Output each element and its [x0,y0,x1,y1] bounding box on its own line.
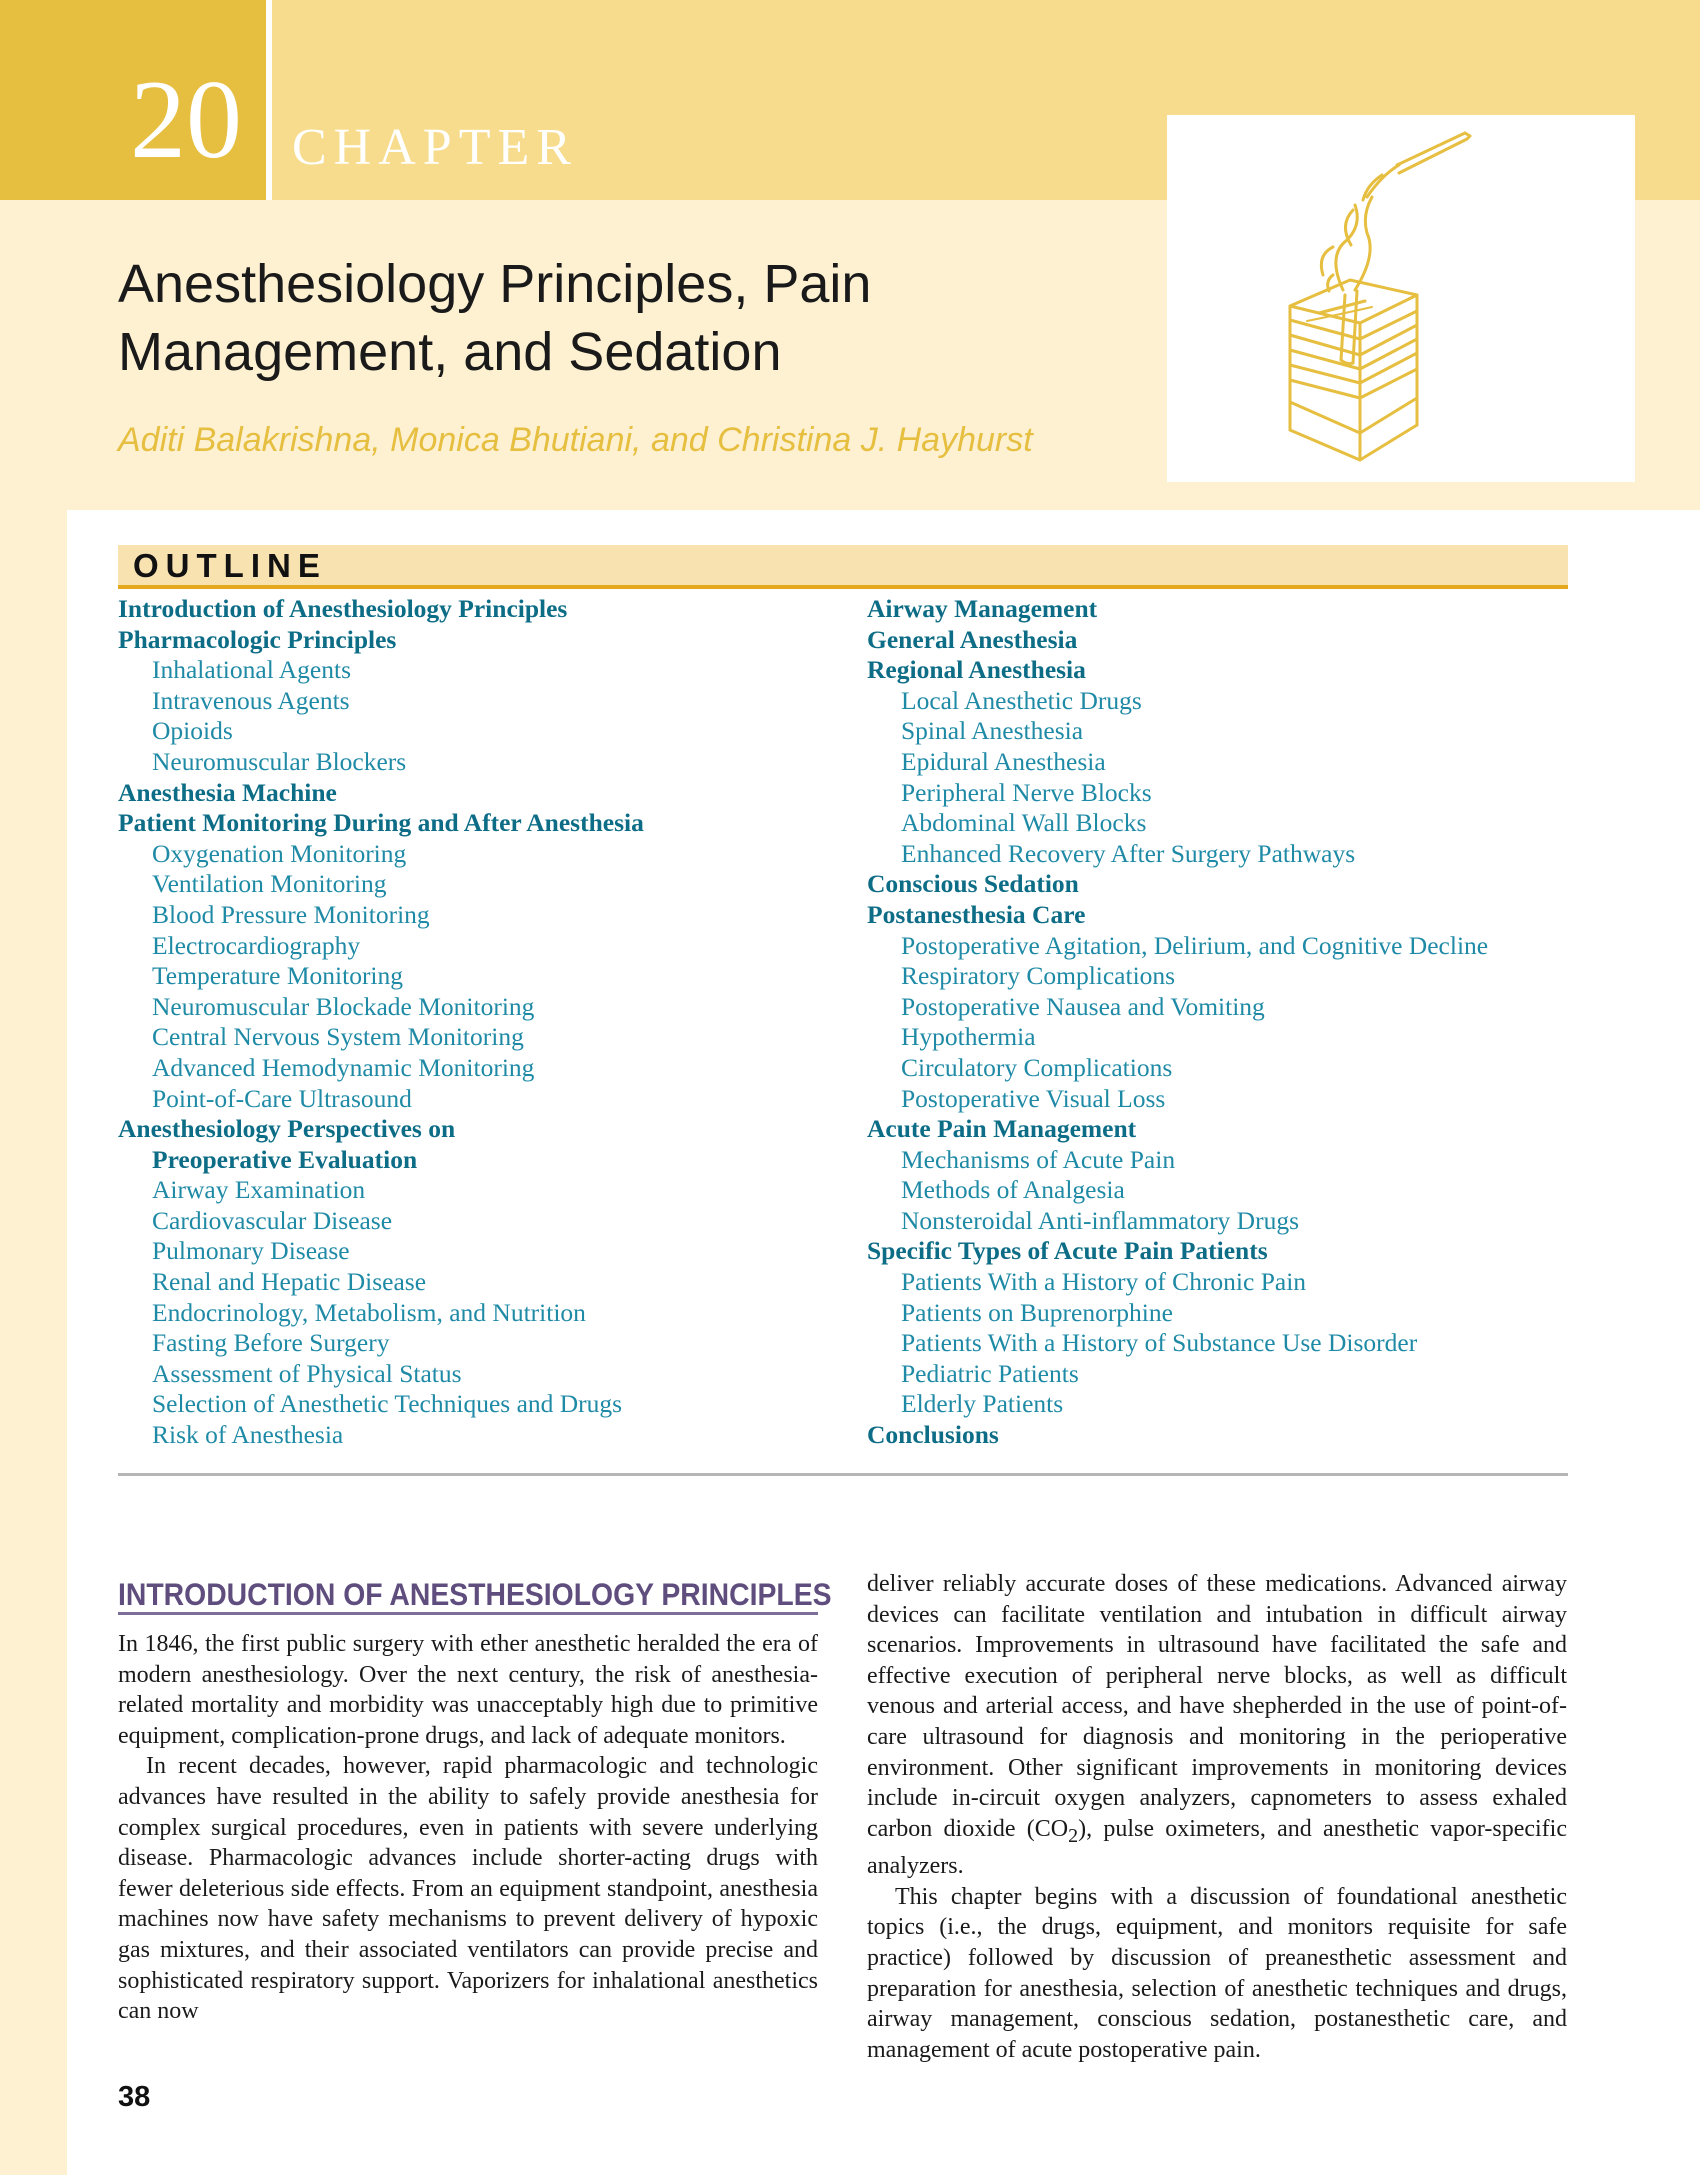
outline-subitem[interactable]: Inhalational Agents [152,655,351,685]
outline-item[interactable]: Anesthesiology Perspectives on [118,1114,456,1144]
header-divider [266,0,272,200]
outline-subitem[interactable]: Epidural Anesthesia [901,746,1106,776]
outline-item[interactable]: Specific Types of Acute Pain Patients [867,1236,1268,1266]
outline-subitem[interactable]: Abdominal Wall Blocks [901,808,1147,838]
subscript: 2 [1068,1824,1079,1847]
outline-subitem[interactable]: Cardiovascular Disease [152,1205,393,1235]
body-paragraph: In 1846, the first public surgery with ether anesthetic heralded the era of modern anesthesiology. Over the next century, the risk of anesthesia-related mortality and morbidity was unacceptably high due to primitive equipment, complication-prone drugs, and lack of adequate monitors. [118,1631,818,1749]
outline-subitem[interactable]: Assessment of Physical Status [152,1358,462,1388]
outline-subitem[interactable]: Selection of Anesthetic Techniques and Drugs [152,1389,623,1419]
skin-incision-illustration-icon [1167,115,1635,482]
outline-item[interactable]: Regional Anesthesia [867,655,1086,685]
outline-item[interactable]: Anesthesia Machine [118,777,337,807]
left-margin-strip [0,0,67,2175]
outline-item[interactable]: Introduction of Anesthesiology Principles [118,594,568,623]
chapter-illustration [1167,115,1635,482]
outline-subitem[interactable]: Pediatric Patients [901,1358,1079,1388]
outline-subitem[interactable]: Central Nervous System Monitoring [152,1022,524,1052]
outline-subitem[interactable]: Electrocardiography [152,930,361,960]
outline-subitem[interactable]: Neuromuscular Blockers [152,746,407,776]
outline-subitem[interactable]: Patients on Buprenorphine [901,1297,1173,1327]
outline-item[interactable]: Conclusions [867,1420,999,1450]
outline-subitem[interactable]: Endocrinology, Metabolism, and Nutrition [152,1297,586,1327]
outline-subitem[interactable]: Neuromuscular Blockade Monitoring [152,991,535,1021]
outline-subitem[interactable]: Local Anesthetic Drugs [901,685,1142,715]
body-paragraph: In recent decades, however, rapid pharmacologic and technologic advances have resulted in the ability to safely provide anesthesia for complex surgical procedures, even in patients with severe underlying disease. Pharmacologic advances include shorter-acting drugs with fewer deleterious side effects. From an equipment standpoint, anesthesia machines now have safety mechanisms to prevent delivery of hypoxic gas mixtures, and their associated ventilators can provide precise and sophisticated respiratory support. Vaporizers for inhalational anesthetics can now [118,1753,818,2025]
outline-subitem[interactable]: Mechanisms of Acute Pain [901,1144,1176,1174]
outline-subitem[interactable]: Fasting Before Surgery [152,1328,390,1358]
outline-subitem[interactable]: Enhanced Recovery After Surgery Pathways [901,838,1356,868]
body-paragraph [867,1569,1567,1882]
outline-subitem[interactable]: Risk of Anesthesia [152,1420,344,1450]
outline-left-column [118,594,798,1451]
paragraph-text: ), pulse oximeters, and anesthetic vapor-specific analyzers. [867,1815,1567,1880]
outline-item[interactable]: Preoperative Evaluation [152,1144,418,1174]
section-heading-rule [118,1612,818,1615]
outline-subitem[interactable]: Opioids [152,716,233,746]
outline-subitem[interactable]: Blood Pressure Monitoring [152,899,430,929]
body-right-column [867,1569,1567,2065]
paragraph-text: deliver reliably accurate doses of these medications. Advanced airway devices can facilitate ventilation and intubation in difficult airway scenarios. Improvements in ultrasound have facilitated the safe and effective execution of peripheral nerve blocks, as well as difficult venous and arterial access, and have shepherded in the use of point-of-care ultrasound for diagnosis and monitoring in the perioperative environment. Other significant improvements in monitoring devices include in-circuit oxygen analyzers, capnometers to assess exhaled carbon dioxide (CO [867,1571,1567,1842]
outline-item[interactable]: Conscious Sedation [867,869,1079,899]
outline-subitem[interactable]: Postoperative Nausea and Vomiting [901,991,1265,1021]
outline-item[interactable]: Acute Pain Management [867,1114,1137,1144]
outline-subitem[interactable]: Postoperative Agitation, Delirium, and Cognitive Decline [901,930,1489,960]
outline-subitem[interactable]: Methods of Analgesia [901,1175,1125,1205]
outline-item[interactable]: General Anesthesia [867,624,1078,654]
outline-subitem[interactable]: Renal and Hepatic Disease [152,1267,427,1297]
body-left-column [118,1629,818,2027]
chapter-title: Anesthesiology Principles, Pain Management, and Sedation [118,254,872,382]
outline-item[interactable]: Airway Management [867,594,1098,623]
outline-subitem[interactable]: Ventilation Monitoring [152,869,387,899]
outline-header-bar [118,545,1568,589]
section-heading: INTRODUCTION OF ANESTHESIOLOGY PRINCIPLES [118,1576,832,1612]
outline-bottom-rule [118,1473,1568,1476]
outline-subitem[interactable]: Pulmonary Disease [152,1236,350,1266]
outline-right-column [867,594,1567,1451]
outline-item[interactable]: Postanesthesia Care [867,899,1086,929]
body-paragraph: This chapter begins with a discussion of foundational anesthetic topics (i.e., the drugs, equipment, and monitors requisite for safe practice) followed by discussion of preanesthetic assessment and preparation for anesthesia, selection of anesthetic techniques and drugs, airway management, conscious sedation, postanesthetic care, and management of acute postoperative pain. [867,1883,1567,2063]
outline-item[interactable]: Patient Monitoring During and After Anesthesia [118,808,644,838]
outline-subitem[interactable]: Nonsteroidal Anti-inflammatory Drugs [901,1205,1300,1235]
outline-subitem[interactable]: Peripheral Nerve Blocks [901,777,1152,807]
outline-subitem[interactable]: Temperature Monitoring [152,961,404,991]
outline-subitem[interactable]: Elderly Patients [901,1389,1064,1419]
outline-subitem[interactable]: Point-of-Care Ultrasound [152,1083,412,1113]
outline-item[interactable]: Pharmacologic Principles [118,624,397,654]
outline-subitem[interactable]: Hypothermia [901,1022,1036,1052]
chapter-authors: Aditi Balakrishna, Monica Bhutiani, and Christina J. Hayhurst [118,421,1033,459]
chapter-number: 20 [130,58,242,182]
chapter-label: CHAPTER [292,119,578,176]
outline-subitem[interactable]: Oxygenation Monitoring [152,838,407,868]
outline-heading: OUTLINE [133,547,327,584]
outline-subitem[interactable]: Patients With a History of Substance Use Disorder [901,1328,1418,1358]
page-number: 38 [118,2081,151,2113]
outline-subitem[interactable]: Spinal Anesthesia [901,716,1084,746]
outline-subitem[interactable]: Postoperative Visual Loss [901,1083,1166,1113]
outline-subitem[interactable]: Intravenous Agents [152,685,350,715]
outline-subitem[interactable]: Airway Examination [152,1175,366,1205]
outline-subitem[interactable]: Respiratory Complications [901,961,1176,991]
outline-subitem[interactable]: Advanced Hemodynamic Monitoring [152,1052,535,1082]
outline-subitem[interactable]: Circulatory Complications [901,1052,1173,1082]
outline-subitem[interactable]: Patients With a History of Chronic Pain [901,1267,1307,1297]
